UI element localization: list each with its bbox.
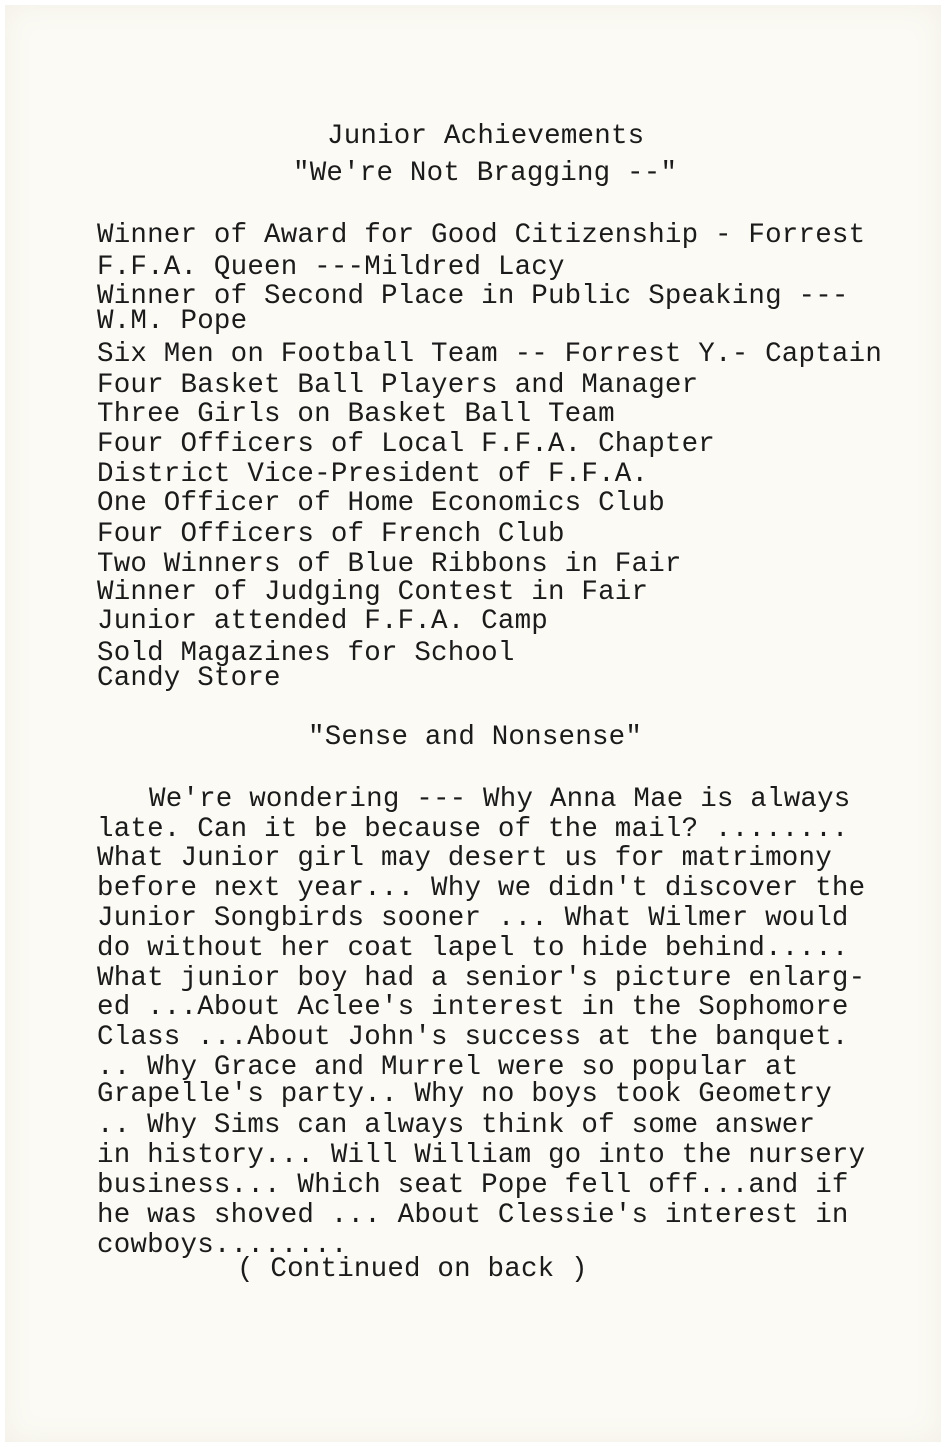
document-page [5, 5, 941, 1442]
paragraph-line: in history... Will William go into the nursery [97, 1140, 866, 1171]
achievement-line: Four Officers of French Club [97, 519, 565, 550]
paragraph-line: What Junior girl may desert us for matrimony [97, 843, 832, 874]
paragraph-line: .. Why Grace and Murrel were so popular at [97, 1052, 799, 1083]
achievement-line: Three Girls on Basket Ball Team [97, 399, 615, 430]
paragraph-line: business... Which seat Pope fell off...and if [97, 1170, 849, 1201]
achievement-line: One Officer of Home Economics Club [97, 488, 665, 519]
paragraph-line: We're wondering --- Why Anna Mae is always [149, 784, 851, 815]
achievement-line: Four Officers of Local F.F.A. Chapter [97, 429, 715, 460]
paragraph-line: What junior boy had a senior's picture enlarg- [97, 963, 866, 994]
paragraph-line: ed ...About Aclee's interest in the Sophomore [97, 992, 849, 1023]
paragraph-line: before next year... Why we didn't discover the [97, 873, 866, 904]
section-heading: "Sense and Nonsense" [308, 722, 643, 753]
paragraph-line: do without her coat lapel to hide behind..... [97, 933, 849, 964]
achievement-line: Six Men on Football Team -- Forrest Y.- Captain [97, 339, 883, 370]
page-subtitle: "We're Not Bragging --" [293, 158, 678, 189]
achievement-line: W.M. Pope [97, 306, 248, 337]
achievement-line: District Vice-President of F.F.A. [97, 459, 649, 490]
achievement-line: Winner of Award for Good Citizenship - Forrest [97, 220, 866, 251]
page-title: Junior Achievements [327, 121, 645, 152]
continued-note: ( Continued on back ) [237, 1254, 588, 1285]
achievement-line: Four Basket Ball Players and Manager [97, 370, 699, 401]
paragraph-line: Junior Songbirds sooner ... What Wilmer would [97, 903, 849, 934]
paragraph-line: Class ...About John's success at the banquet. [97, 1022, 849, 1053]
achievement-line: Winner of Second Place in Public Speaking --- [97, 281, 849, 312]
paragraph-line: Grapelle's party.. Why no boys took Geometry [97, 1079, 832, 1110]
achievement-line: Two Winners of Blue Ribbons in Fair [97, 549, 682, 580]
achievement-line: Candy Store [97, 663, 281, 694]
paragraph-line: .. Why Sims can always think of some answer [97, 1110, 816, 1141]
achievement-line: Junior attended F.F.A. Camp [97, 606, 548, 637]
paragraph-line: cowboys........ [97, 1230, 348, 1261]
achievement-line: Winner of Judging Contest in Fair [97, 577, 649, 608]
achievement-line: Sold Magazines for School [97, 638, 515, 669]
achievement-line: F.F.A. Queen ---Mildred Lacy [97, 252, 565, 283]
paragraph-line: late. Can it be because of the mail? ........ [97, 814, 849, 845]
paragraph-line: he was shoved ... About Clessie's interest in [97, 1200, 849, 1231]
